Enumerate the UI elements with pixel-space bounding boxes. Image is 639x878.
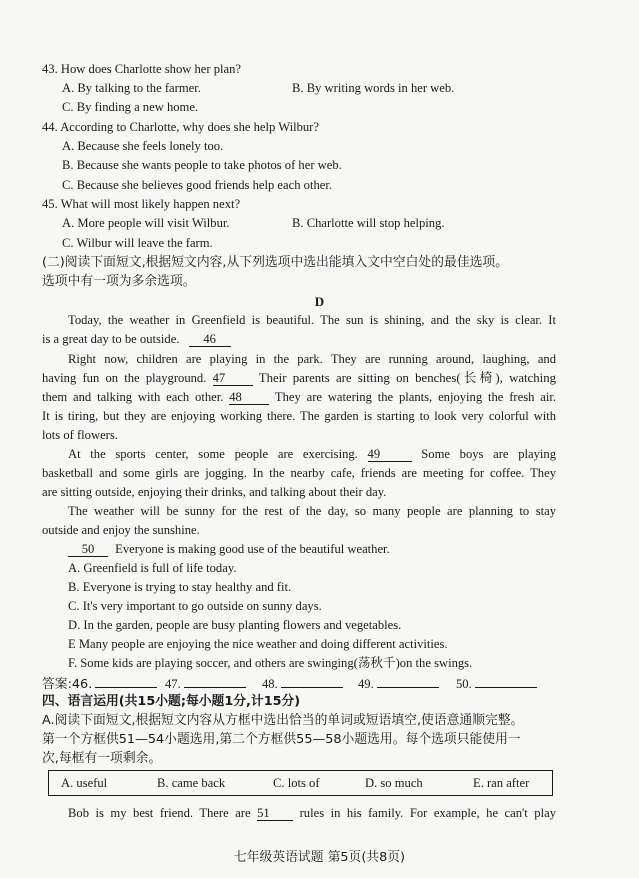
passage-line [68,542,390,557]
passage-title: D [314,294,325,309]
blank-50: 50 [68,543,108,557]
option-e: E Many people are enjoying the nice weather and doing different activities. [68,637,448,651]
question-44-stem: 44. According to Charlotte, why does she help Wilbur? [42,120,319,134]
answer-label: 答案:46. [42,677,93,692]
question-45-option-a: A. More people will visit Wilbur. [62,216,230,230]
option-d: D. In the garden, people are busy planting flowers and vegetables. [68,618,402,632]
section4-instruction-2: 第一个方框供51—54小题选用,第二个方框供55—58小题选用。每个选项只能使用一 [42,732,521,747]
passage-line [42,371,556,386]
question-44-option-b: B. Because she wants people to take photos of her web. [62,158,342,172]
passage-line: are sitting outside, enjoying their drinks, and talking about their day. [42,485,387,499]
passage-line: basketball and some girls are jogging. In the nearby cafe, friends are meeting for coffee. They [42,466,556,480]
section4-heading: 四、语言运用(共15小题;每小题1分,计15分) [42,694,301,709]
passage-line: Right now, children are playing in the park. They are running around, laughing, and [68,352,556,366]
section2-instruction-1: (二)阅读下面短文,根据短文内容,从下列选项中选出能填入文中空白处的最佳选项。 [42,255,509,270]
passage-line: It is tiring, but they are enjoying working there. The garden is starting to look very colorful with [42,409,556,423]
option-f: F. Some kids are playing soccer, and others are swinging(荡秋千)on the swings. [68,656,473,670]
option-c: C. It's very important to go outside on sunny days. [68,599,322,613]
word-option: B. came back [157,776,226,790]
option-a: A. Greenfield is full of life today. [68,561,237,575]
passage-text: having fun on the playground. [42,371,207,385]
word-option: E. ran after [473,776,530,790]
section4-instruction-3: 次,每框有一项剩余。 [42,751,162,766]
blank-46: 46 [189,333,231,347]
section2-instruction-2: 选项中有一项为多余选项。 [42,274,196,289]
question-43-option-b: B. By writing words in her web. [292,81,455,95]
blank-51: 51 [257,807,293,821]
question-45-stem: 45. What will most likely happen next? [42,197,241,211]
passage-text: Some boys are playing [421,447,557,461]
answer-line [42,675,157,692]
question-45-option-b: B. Charlotte will stop helping. [292,216,445,230]
word-option: D. so much [365,776,423,790]
passage-text: rules in his family. For example, he can't play [299,806,556,820]
question-44-option-a: A. Because she feels lonely too. [62,139,224,153]
passage-line [42,332,231,347]
passage-text: them and talking with each other. [42,390,224,404]
passage-line: Today, the weather in Greenfield is beautiful. The sun is shining, and the sky is clear. It [68,313,556,327]
passage-text: Their parents are sitting on benches(长椅), watching [258,371,556,385]
word-box [48,770,553,796]
question-45-option-c: C. Wilbur will leave the farm. [62,236,213,250]
question-43-option-c: C. By finding a new home. [62,100,199,114]
passage-line [68,447,556,462]
passage-text: is a great day to be outside. [42,332,180,346]
question-44-option-c: C. Because she believes good friends help each other. [62,178,332,192]
blank-48: 48 [229,391,269,405]
option-b: B. Everyone is trying to stay healthy and fit. [68,580,292,594]
section4-instruction-1: A.阅读下面短文,根据短文内容从方框中选出恰当的单词或短语填空,使语意通顺完整。 [42,713,524,728]
passage-line: The weather will be sunny for the rest of the day, so many people are planning to stay [68,504,556,518]
answer-50 [456,675,537,692]
passage-line [42,390,556,405]
passage-text: Everyone is making good use of the beautiful weather. [115,542,390,556]
passage-text: At the sports center, some people are exercising. [68,447,358,461]
answer-47-label: 47. [165,677,181,691]
page-footer: 七年级英语试题 第5页(共8页) [233,850,406,865]
answer-46-field[interactable] [95,675,157,688]
passage-text: They are watering the plants, enjoying the fresh air. [274,390,556,404]
question-43-option-a: A. By talking to the farmer. [62,81,201,95]
answer-50-label: 50. [456,677,472,691]
word-option: C. lots of [273,776,320,790]
answer-48 [262,675,343,692]
passage-line [68,806,556,821]
answer-48-label: 48. [262,677,278,691]
passage-line: lots of flowers. [42,428,118,442]
passage-line: outside and enjoy the sunshine. [42,523,200,537]
answer-47-field[interactable] [184,675,246,688]
question-43-stem: 43. How does Charlotte show her plan? [42,62,242,76]
answer-49 [358,675,439,692]
word-option: A. useful [61,776,108,790]
blank-47: 47 [213,372,253,386]
answer-48-field[interactable] [281,675,343,688]
answer-47 [165,675,246,692]
passage-text: Bob is my best friend. There are [68,806,251,820]
answer-50-field[interactable] [475,675,537,688]
answer-49-field[interactable] [377,675,439,688]
blank-49: 49 [368,448,412,462]
answer-49-label: 49. [358,677,374,691]
